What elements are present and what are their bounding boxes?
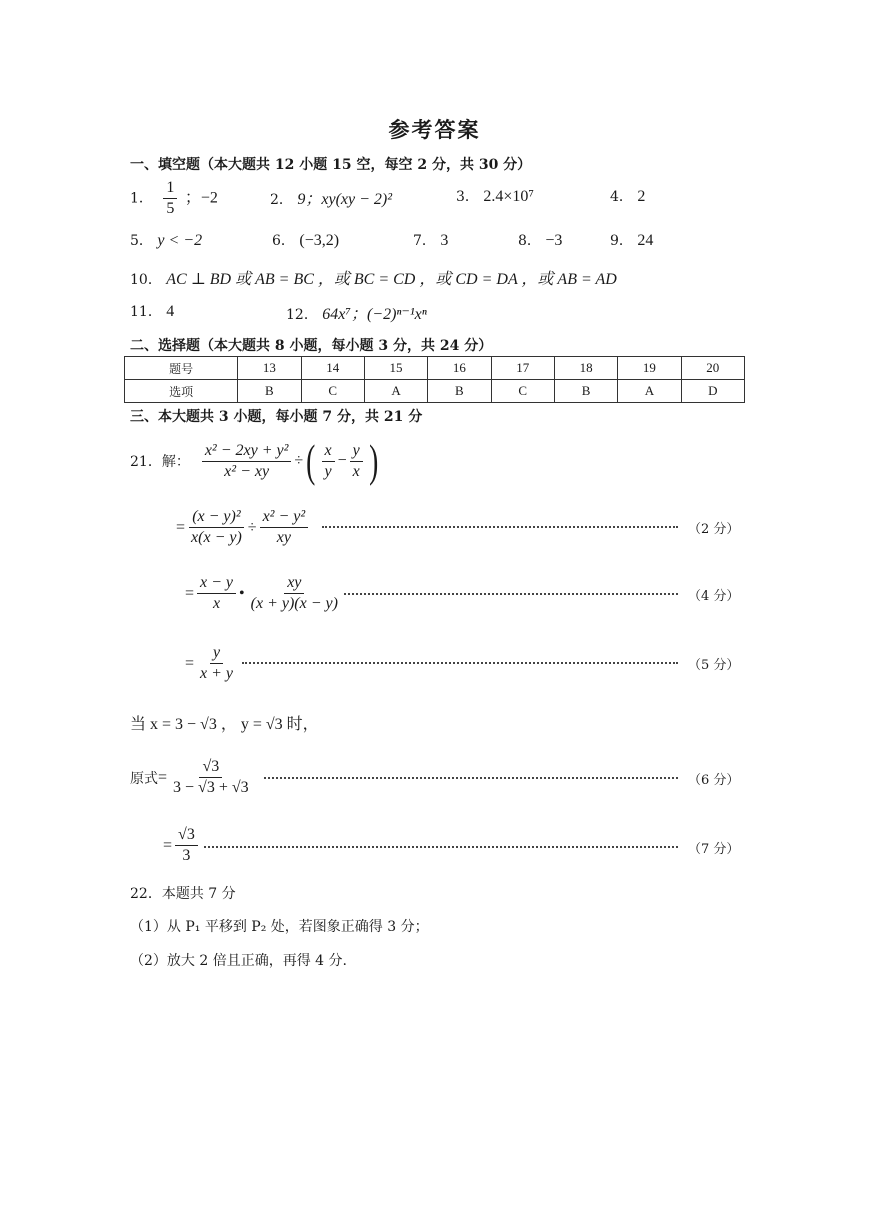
fraction-denominator: 3 − √3 + √3 — [173, 779, 249, 796]
answer-table — [124, 356, 745, 403]
answer-num: 2． — [270, 192, 293, 208]
original-expression — [130, 757, 255, 798]
answer-text: y < −2 — [157, 232, 203, 249]
section2-heading: 二、选择题（本大题共 8 小题，每小题 3 分，共 24 分） — [130, 338, 493, 354]
fraction — [188, 507, 245, 548]
table-cell: D — [681, 380, 744, 403]
answer-text: ；−2 — [184, 189, 218, 207]
answer-num: 1． — [130, 190, 153, 207]
table-cell: 13 — [238, 357, 301, 380]
table-cell: 20 — [681, 357, 744, 380]
answer-2 — [270, 186, 392, 209]
leader-dots — [242, 662, 678, 664]
fraction-numerator: √3 — [175, 825, 198, 846]
table-cell: 选项 — [125, 380, 238, 403]
substitution-line — [130, 711, 319, 734]
q21-label: 21．解： — [130, 454, 190, 470]
fraction — [248, 573, 341, 614]
table-cell: A — [618, 380, 681, 403]
score-label: （4 分） — [688, 589, 740, 604]
equals-sign: = — [185, 584, 195, 602]
answer-num: 12． — [286, 307, 318, 323]
answer-5 — [130, 230, 202, 250]
answer-text: 9；xy(xy − 2)² — [297, 191, 393, 208]
fraction-denominator: x — [212, 595, 221, 612]
answer-1 — [130, 178, 218, 219]
table-cell: 17 — [491, 357, 554, 380]
table-row — [125, 380, 745, 403]
table-cell: B — [554, 380, 617, 403]
divide-sign: ÷ — [294, 452, 304, 469]
answer-text: (−3,2) — [299, 232, 340, 249]
substitution-text: 当 x = 3 − √3 ， y = √3 时， — [130, 716, 319, 733]
answer-text: AC ⊥ BD 或 AB = BC ，或 BC = CD ，或 CD = DA ，或 AB = AD — [166, 271, 617, 288]
leader-dots — [344, 593, 678, 595]
leader-dots — [322, 526, 678, 528]
section1-heading: 一、填空题（本大题共 12 小题 15 空，每空 2 分，共 30 分） — [130, 157, 532, 173]
table-cell: B — [238, 380, 301, 403]
answer-12 — [286, 301, 427, 324]
fraction-denominator: xy — [276, 529, 291, 546]
answer-text: 64x⁷；(−2)ⁿ⁻¹xⁿ — [322, 306, 427, 323]
step-3 — [185, 643, 239, 684]
answer-text: 3 — [440, 232, 449, 249]
answer-text: 24 — [637, 232, 654, 249]
answer-num: 8． — [518, 233, 541, 249]
fraction-numerator: y — [350, 441, 363, 462]
fraction-denominator: x² − xy — [224, 462, 270, 480]
fraction-numerator: y — [210, 643, 223, 664]
fraction-denominator: x(x − y) — [191, 529, 242, 546]
answer-6 — [272, 230, 339, 250]
fraction-numerator: x² − 2xy + y² — [202, 441, 292, 462]
score-label: （5 分） — [688, 658, 740, 673]
table-cell: C — [491, 380, 554, 403]
fraction-numerator: x² − y² — [260, 507, 309, 528]
table-cell: 题号 — [125, 357, 238, 380]
fraction — [170, 757, 252, 798]
answer-num: 6． — [272, 233, 295, 249]
fraction-numerator: 1 — [163, 178, 177, 199]
answer-11 — [130, 301, 174, 321]
fraction — [175, 825, 198, 866]
table-cell: 19 — [618, 357, 681, 380]
dot-operator: • — [239, 584, 245, 602]
table-cell: 15 — [364, 357, 427, 380]
answer-8 — [518, 230, 562, 250]
q22-line-2: （2）放大 2 倍且正确，再得 4 分. — [130, 953, 347, 969]
answer-3 — [456, 186, 534, 206]
minus-sign: − — [337, 452, 347, 469]
equals-sign: = — [176, 518, 186, 536]
fraction — [197, 643, 236, 684]
answer-num: 7． — [413, 233, 436, 249]
fraction — [350, 441, 363, 482]
table-cell: B — [428, 380, 491, 403]
equals-sign: = — [185, 654, 195, 672]
score-label: （2 分） — [688, 522, 740, 537]
page-title: 参考答案 — [388, 117, 481, 142]
q22-heading: 22．本题共 7 分 — [130, 886, 236, 902]
answer-text: −3 — [545, 232, 563, 249]
table-cell: 18 — [554, 357, 617, 380]
answer-num: 11． — [130, 304, 162, 320]
answer-text: 2.4×10⁷ — [483, 188, 534, 205]
fraction — [260, 507, 309, 548]
step-1 — [176, 507, 311, 548]
table-cell: 14 — [301, 357, 364, 380]
final-result — [163, 825, 201, 866]
left-paren: ( — [306, 435, 316, 486]
answer-num: 3． — [456, 189, 479, 205]
fraction — [202, 441, 292, 482]
table-row — [125, 357, 745, 380]
answer-text: 4 — [166, 303, 175, 320]
section3-heading: 三、本大题共 3 小题，每小题 7 分，共 21 分 — [130, 409, 423, 425]
answer-10 — [130, 266, 617, 289]
fraction-numerator: x — [322, 441, 335, 462]
answer-num: 4． — [610, 189, 633, 205]
fraction-numerator: (x − y)² — [189, 507, 243, 528]
fraction-numerator: √3 — [199, 757, 222, 778]
original-label: 原式 — [130, 770, 158, 787]
answer-9 — [610, 230, 653, 250]
table-cell: A — [364, 380, 427, 403]
fraction-numerator: xy — [284, 573, 304, 594]
answer-7 — [413, 230, 448, 250]
fraction — [197, 573, 236, 614]
fraction-numerator: x − y — [197, 573, 236, 594]
leader-dots — [204, 846, 678, 848]
answer-text: 2 — [637, 188, 646, 205]
leader-dots — [264, 777, 678, 779]
fraction-denominator: 5 — [166, 200, 175, 217]
answer-num: 5． — [130, 233, 153, 249]
score-label: （6 分） — [688, 773, 740, 788]
fraction — [163, 178, 177, 219]
fraction — [322, 441, 335, 482]
q21-expression — [130, 435, 381, 486]
fraction-denominator: x — [352, 462, 360, 480]
fraction-denominator: x + y — [200, 665, 234, 682]
equals-sign: = — [158, 768, 168, 786]
answer-4 — [610, 186, 645, 206]
answer-num: 10． — [130, 272, 162, 288]
equals-sign: = — [163, 836, 173, 854]
q22-line-1: （1）从 P₁ 平移到 P₂ 处，若图象正确得 3 分； — [130, 919, 429, 935]
fraction-denominator: 3 — [182, 847, 191, 864]
fraction-denominator: y — [324, 462, 332, 480]
divide-sign: ÷ — [247, 518, 257, 536]
table-cell: 16 — [428, 357, 491, 380]
score-label: （7 分） — [688, 842, 740, 857]
fraction-denominator: (x + y)(x − y) — [250, 595, 338, 612]
table-cell: C — [301, 380, 364, 403]
right-paren: ) — [368, 435, 379, 486]
step-2 — [185, 573, 344, 614]
answer-num: 9． — [610, 233, 633, 249]
